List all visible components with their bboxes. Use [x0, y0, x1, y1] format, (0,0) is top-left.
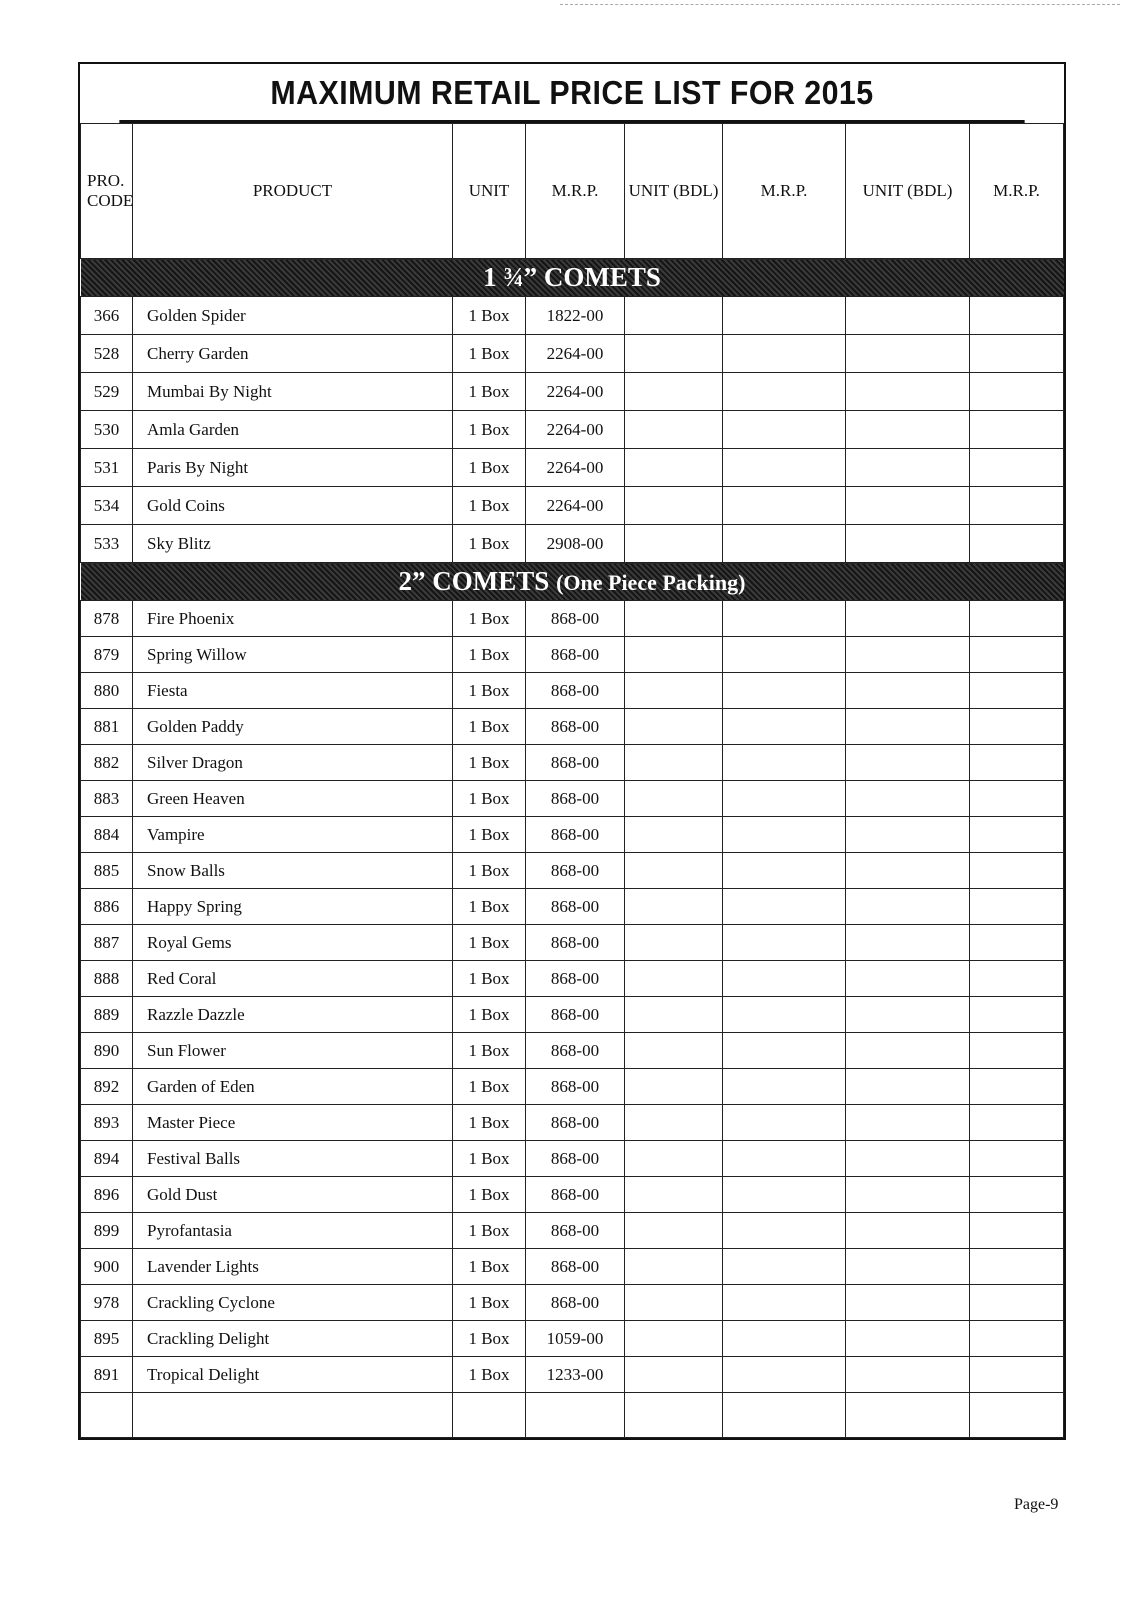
- empty-cell: [723, 411, 846, 449]
- product-code: 886: [81, 889, 133, 925]
- empty-cell: [723, 297, 846, 335]
- empty-cell: [81, 1393, 133, 1438]
- unit: 1 Box: [453, 1033, 526, 1069]
- empty-cell: [846, 1141, 970, 1177]
- empty-cell: [970, 817, 1064, 853]
- empty-cell: [625, 373, 723, 411]
- empty-cell: [846, 487, 970, 525]
- empty-cell: [625, 889, 723, 925]
- product-name: Tropical Delight: [133, 1357, 453, 1393]
- empty-cell: [625, 925, 723, 961]
- product-name: Pyrofantasia: [133, 1213, 453, 1249]
- empty-cell: [846, 335, 970, 373]
- product-code: 896: [81, 1177, 133, 1213]
- product-code: 885: [81, 853, 133, 889]
- empty-cell: [970, 1177, 1064, 1213]
- table-row: [81, 1213, 1064, 1249]
- product-code: 531: [81, 449, 133, 487]
- header-unit-bdl-1: UNIT (BDL): [625, 124, 723, 259]
- unit: 1 Box: [453, 1213, 526, 1249]
- blank-row: [81, 1393, 1064, 1438]
- empty-cell: [723, 335, 846, 373]
- empty-cell: [970, 449, 1064, 487]
- price-list-sheet: [78, 62, 1066, 1440]
- empty-cell: [970, 487, 1064, 525]
- unit: 1 Box: [453, 411, 526, 449]
- empty-cell: [970, 1069, 1064, 1105]
- empty-cell: [846, 1069, 970, 1105]
- empty-cell: [453, 1393, 526, 1438]
- mrp: 2264-00: [526, 487, 625, 525]
- empty-cell: [970, 335, 1064, 373]
- empty-cell: [723, 925, 846, 961]
- mrp: 868-00: [526, 781, 625, 817]
- table-row: [81, 1177, 1064, 1213]
- empty-cell: [970, 925, 1064, 961]
- product-code: 534: [81, 487, 133, 525]
- empty-cell: [846, 297, 970, 335]
- empty-cell: [625, 411, 723, 449]
- empty-cell: [526, 1393, 625, 1438]
- mrp: 868-00: [526, 1213, 625, 1249]
- empty-cell: [723, 1321, 846, 1357]
- unit: 1 Box: [453, 1249, 526, 1285]
- empty-cell: [625, 961, 723, 997]
- empty-cell: [625, 297, 723, 335]
- header-mrp-3: M.R.P.: [970, 124, 1064, 259]
- unit: 1 Box: [453, 1141, 526, 1177]
- mrp: 868-00: [526, 1177, 625, 1213]
- empty-cell: [970, 1033, 1064, 1069]
- unit: 1 Box: [453, 601, 526, 637]
- empty-cell: [970, 297, 1064, 335]
- table-row: [81, 411, 1064, 449]
- product-name: Crackling Delight: [133, 1321, 453, 1357]
- empty-cell: [625, 449, 723, 487]
- empty-cell: [723, 961, 846, 997]
- mrp: 868-00: [526, 925, 625, 961]
- empty-cell: [970, 373, 1064, 411]
- header-unit: UNIT: [453, 124, 526, 259]
- table-row: [81, 1105, 1064, 1141]
- unit: 1 Box: [453, 449, 526, 487]
- empty-cell: [846, 1105, 970, 1141]
- mrp: 868-00: [526, 745, 625, 781]
- table-row: [81, 781, 1064, 817]
- unit: 1 Box: [453, 525, 526, 563]
- section-subtitle: (One Piece Packing): [556, 570, 746, 595]
- product-name: Gold Coins: [133, 487, 453, 525]
- product-name: Royal Gems: [133, 925, 453, 961]
- empty-cell: [723, 997, 846, 1033]
- product-code: 879: [81, 637, 133, 673]
- empty-cell: [846, 745, 970, 781]
- unit: 1 Box: [453, 961, 526, 997]
- product-code: 880: [81, 673, 133, 709]
- table-row: [81, 889, 1064, 925]
- table-row: [81, 335, 1064, 373]
- mrp: 868-00: [526, 709, 625, 745]
- product-code: 878: [81, 601, 133, 637]
- product-name: Spring Willow: [133, 637, 453, 673]
- product-name: Sky Blitz: [133, 525, 453, 563]
- empty-cell: [970, 1141, 1064, 1177]
- product-name: Sun Flower: [133, 1033, 453, 1069]
- empty-cell: [625, 1033, 723, 1069]
- table-row: [81, 637, 1064, 673]
- product-code: 893: [81, 1105, 133, 1141]
- product-name: Happy Spring: [133, 889, 453, 925]
- empty-cell: [625, 637, 723, 673]
- table-row: [81, 817, 1064, 853]
- product-name: Golden Paddy: [133, 709, 453, 745]
- mrp: 868-00: [526, 997, 625, 1033]
- empty-cell: [846, 1285, 970, 1321]
- product-code: 978: [81, 1285, 133, 1321]
- table-row: [81, 297, 1064, 335]
- table-row: [81, 1249, 1064, 1285]
- product-code: 366: [81, 297, 133, 335]
- empty-cell: [970, 1213, 1064, 1249]
- empty-cell: [970, 601, 1064, 637]
- empty-cell: [625, 673, 723, 709]
- empty-cell: [723, 525, 846, 563]
- empty-cell: [723, 373, 846, 411]
- page-number: Page-9: [1014, 1496, 1059, 1513]
- empty-cell: [625, 1321, 723, 1357]
- product-name: Vampire: [133, 817, 453, 853]
- header-unit-bdl-2: UNIT (BDL): [846, 124, 970, 259]
- product-name: Fiesta: [133, 673, 453, 709]
- unit: 1 Box: [453, 745, 526, 781]
- table-row: [81, 373, 1064, 411]
- empty-cell: [970, 1249, 1064, 1285]
- mrp: 868-00: [526, 853, 625, 889]
- empty-cell: [625, 335, 723, 373]
- mrp: 868-00: [526, 1285, 625, 1321]
- empty-cell: [723, 637, 846, 673]
- empty-cell: [625, 1357, 723, 1393]
- empty-cell: [846, 525, 970, 563]
- empty-cell: [846, 781, 970, 817]
- empty-cell: [723, 673, 846, 709]
- empty-cell: [625, 1393, 723, 1438]
- unit: 1 Box: [453, 889, 526, 925]
- empty-cell: [846, 637, 970, 673]
- empty-cell: [625, 1069, 723, 1105]
- empty-cell: [723, 449, 846, 487]
- product-name: Cherry Garden: [133, 335, 453, 373]
- header-code: PRO. CODE: [81, 124, 133, 259]
- mrp: 2264-00: [526, 373, 625, 411]
- unit: 1 Box: [453, 1357, 526, 1393]
- empty-cell: [723, 853, 846, 889]
- empty-cell: [625, 1285, 723, 1321]
- empty-cell: [846, 449, 970, 487]
- empty-cell: [970, 961, 1064, 997]
- empty-cell: [846, 1213, 970, 1249]
- empty-cell: [846, 673, 970, 709]
- header-row: [81, 124, 1064, 259]
- section-title-cell: [81, 563, 1064, 601]
- mrp: 2264-00: [526, 449, 625, 487]
- empty-cell: [970, 1393, 1064, 1438]
- empty-cell: [723, 1285, 846, 1321]
- empty-cell: [970, 637, 1064, 673]
- product-code: 888: [81, 961, 133, 997]
- empty-cell: [846, 853, 970, 889]
- mrp: 868-00: [526, 889, 625, 925]
- mrp: 868-00: [526, 673, 625, 709]
- empty-cell: [970, 411, 1064, 449]
- unit: 1 Box: [453, 781, 526, 817]
- mrp: 868-00: [526, 817, 625, 853]
- product-code: 529: [81, 373, 133, 411]
- empty-cell: [625, 1213, 723, 1249]
- mrp: 868-00: [526, 1033, 625, 1069]
- empty-cell: [846, 925, 970, 961]
- empty-cell: [625, 709, 723, 745]
- mrp: 2264-00: [526, 335, 625, 373]
- product-name: Gold Dust: [133, 1177, 453, 1213]
- mrp: 868-00: [526, 637, 625, 673]
- table-row: [81, 1069, 1064, 1105]
- empty-cell: [723, 1141, 846, 1177]
- empty-cell: [625, 1177, 723, 1213]
- table-row: [81, 1321, 1064, 1357]
- unit: 1 Box: [453, 1105, 526, 1141]
- empty-cell: [846, 1357, 970, 1393]
- empty-cell: [846, 601, 970, 637]
- empty-cell: [846, 411, 970, 449]
- unit: 1 Box: [453, 1177, 526, 1213]
- empty-cell: [846, 889, 970, 925]
- empty-cell: [625, 1105, 723, 1141]
- mrp: 868-00: [526, 1105, 625, 1141]
- empty-cell: [723, 889, 846, 925]
- page-title: MAXIMUM RETAIL PRICE LIST FOR 2015: [119, 64, 1024, 123]
- empty-cell: [970, 781, 1064, 817]
- table-row: [81, 853, 1064, 889]
- empty-cell: [970, 889, 1064, 925]
- product-code: 883: [81, 781, 133, 817]
- unit: 1 Box: [453, 297, 526, 335]
- product-name: Garden of Eden: [133, 1069, 453, 1105]
- product-name: Fire Phoenix: [133, 601, 453, 637]
- empty-cell: [723, 1033, 846, 1069]
- header-mrp: M.R.P.: [526, 124, 625, 259]
- header-product: PRODUCT: [133, 124, 453, 259]
- unit: 1 Box: [453, 817, 526, 853]
- empty-cell: [846, 1177, 970, 1213]
- empty-cell: [723, 1249, 846, 1285]
- section-title: 1 ¾” COMETS: [483, 262, 661, 292]
- unit: 1 Box: [453, 997, 526, 1033]
- product-code: 882: [81, 745, 133, 781]
- product-code: 881: [81, 709, 133, 745]
- unit: 1 Box: [453, 709, 526, 745]
- product-code: 900: [81, 1249, 133, 1285]
- unit: 1 Box: [453, 1069, 526, 1105]
- table-row: [81, 525, 1064, 563]
- empty-cell: [723, 601, 846, 637]
- empty-cell: [970, 1285, 1064, 1321]
- table-row: [81, 925, 1064, 961]
- table-row: [81, 709, 1064, 745]
- empty-cell: [723, 745, 846, 781]
- empty-cell: [723, 817, 846, 853]
- empty-cell: [625, 525, 723, 563]
- empty-cell: [625, 1141, 723, 1177]
- unit: 1 Box: [453, 1321, 526, 1357]
- product-code: 899: [81, 1213, 133, 1249]
- empty-cell: [625, 487, 723, 525]
- empty-cell: [970, 673, 1064, 709]
- empty-cell: [970, 997, 1064, 1033]
- table-row: [81, 1033, 1064, 1069]
- table-row: [81, 961, 1064, 997]
- product-code: 894: [81, 1141, 133, 1177]
- empty-cell: [625, 997, 723, 1033]
- empty-cell: [970, 853, 1064, 889]
- mrp: 1822-00: [526, 297, 625, 335]
- empty-cell: [846, 1321, 970, 1357]
- unit: 1 Box: [453, 853, 526, 889]
- product-code: 890: [81, 1033, 133, 1069]
- unit: 1 Box: [453, 673, 526, 709]
- empty-cell: [625, 1249, 723, 1285]
- product-code: 889: [81, 997, 133, 1033]
- empty-cell: [625, 853, 723, 889]
- product-name: Paris By Night: [133, 449, 453, 487]
- table-row: [81, 1285, 1064, 1321]
- unit: 1 Box: [453, 373, 526, 411]
- product-name: Green Heaven: [133, 781, 453, 817]
- unit: 1 Box: [453, 637, 526, 673]
- empty-cell: [723, 1069, 846, 1105]
- product-name: Silver Dragon: [133, 745, 453, 781]
- empty-cell: [625, 601, 723, 637]
- product-code: 533: [81, 525, 133, 563]
- empty-cell: [723, 1105, 846, 1141]
- empty-cell: [970, 1321, 1064, 1357]
- table-row: [81, 449, 1064, 487]
- product-name: Red Coral: [133, 961, 453, 997]
- product-name: Mumbai By Night: [133, 373, 453, 411]
- empty-cell: [970, 709, 1064, 745]
- product-code: 887: [81, 925, 133, 961]
- unit: 1 Box: [453, 335, 526, 373]
- empty-cell: [625, 781, 723, 817]
- empty-cell: [723, 709, 846, 745]
- mrp: 1059-00: [526, 1321, 625, 1357]
- unit: 1 Box: [453, 1285, 526, 1321]
- empty-cell: [970, 1105, 1064, 1141]
- mrp: 1233-00: [526, 1357, 625, 1393]
- product-name: Snow Balls: [133, 853, 453, 889]
- mrp: 2908-00: [526, 525, 625, 563]
- product-code: 884: [81, 817, 133, 853]
- product-code: 530: [81, 411, 133, 449]
- empty-cell: [970, 525, 1064, 563]
- product-name: Razzle Dazzle: [133, 997, 453, 1033]
- empty-cell: [133, 1393, 453, 1438]
- mrp: 868-00: [526, 601, 625, 637]
- empty-cell: [846, 709, 970, 745]
- empty-cell: [846, 1249, 970, 1285]
- empty-cell: [846, 1393, 970, 1438]
- scan-artifact-line: [560, 4, 1120, 5]
- product-code: 891: [81, 1357, 133, 1393]
- product-code: 895: [81, 1321, 133, 1357]
- mrp: 868-00: [526, 1069, 625, 1105]
- empty-cell: [846, 373, 970, 411]
- section-header: [81, 259, 1064, 297]
- table-row: [81, 487, 1064, 525]
- empty-cell: [723, 1177, 846, 1213]
- product-name: Lavender Lights: [133, 1249, 453, 1285]
- table-row: [81, 673, 1064, 709]
- unit: 1 Box: [453, 925, 526, 961]
- mrp: 868-00: [526, 1249, 625, 1285]
- section-title-cell: [81, 259, 1064, 297]
- price-table: [80, 123, 1064, 1438]
- product-code: 528: [81, 335, 133, 373]
- header-mrp-2: M.R.P.: [723, 124, 846, 259]
- empty-cell: [723, 1213, 846, 1249]
- unit: 1 Box: [453, 487, 526, 525]
- empty-cell: [846, 997, 970, 1033]
- mrp: 2264-00: [526, 411, 625, 449]
- section-title: 2” COMETS: [398, 566, 550, 596]
- empty-cell: [846, 1033, 970, 1069]
- empty-cell: [625, 817, 723, 853]
- table-row: [81, 1141, 1064, 1177]
- mrp: 868-00: [526, 1141, 625, 1177]
- section-header: [81, 563, 1064, 601]
- table-row: [81, 601, 1064, 637]
- empty-cell: [625, 745, 723, 781]
- product-name: Golden Spider: [133, 297, 453, 335]
- table-row: [81, 1357, 1064, 1393]
- empty-cell: [723, 487, 846, 525]
- product-name: Festival Balls: [133, 1141, 453, 1177]
- product-name: Crackling Cyclone: [133, 1285, 453, 1321]
- table-row: [81, 997, 1064, 1033]
- product-name: Master Piece: [133, 1105, 453, 1141]
- empty-cell: [723, 781, 846, 817]
- empty-cell: [723, 1393, 846, 1438]
- product-code: 892: [81, 1069, 133, 1105]
- empty-cell: [970, 745, 1064, 781]
- empty-cell: [970, 1357, 1064, 1393]
- table-row: [81, 745, 1064, 781]
- mrp: 868-00: [526, 961, 625, 997]
- empty-cell: [846, 817, 970, 853]
- empty-cell: [723, 1357, 846, 1393]
- product-name: Amla Garden: [133, 411, 453, 449]
- empty-cell: [846, 961, 970, 997]
